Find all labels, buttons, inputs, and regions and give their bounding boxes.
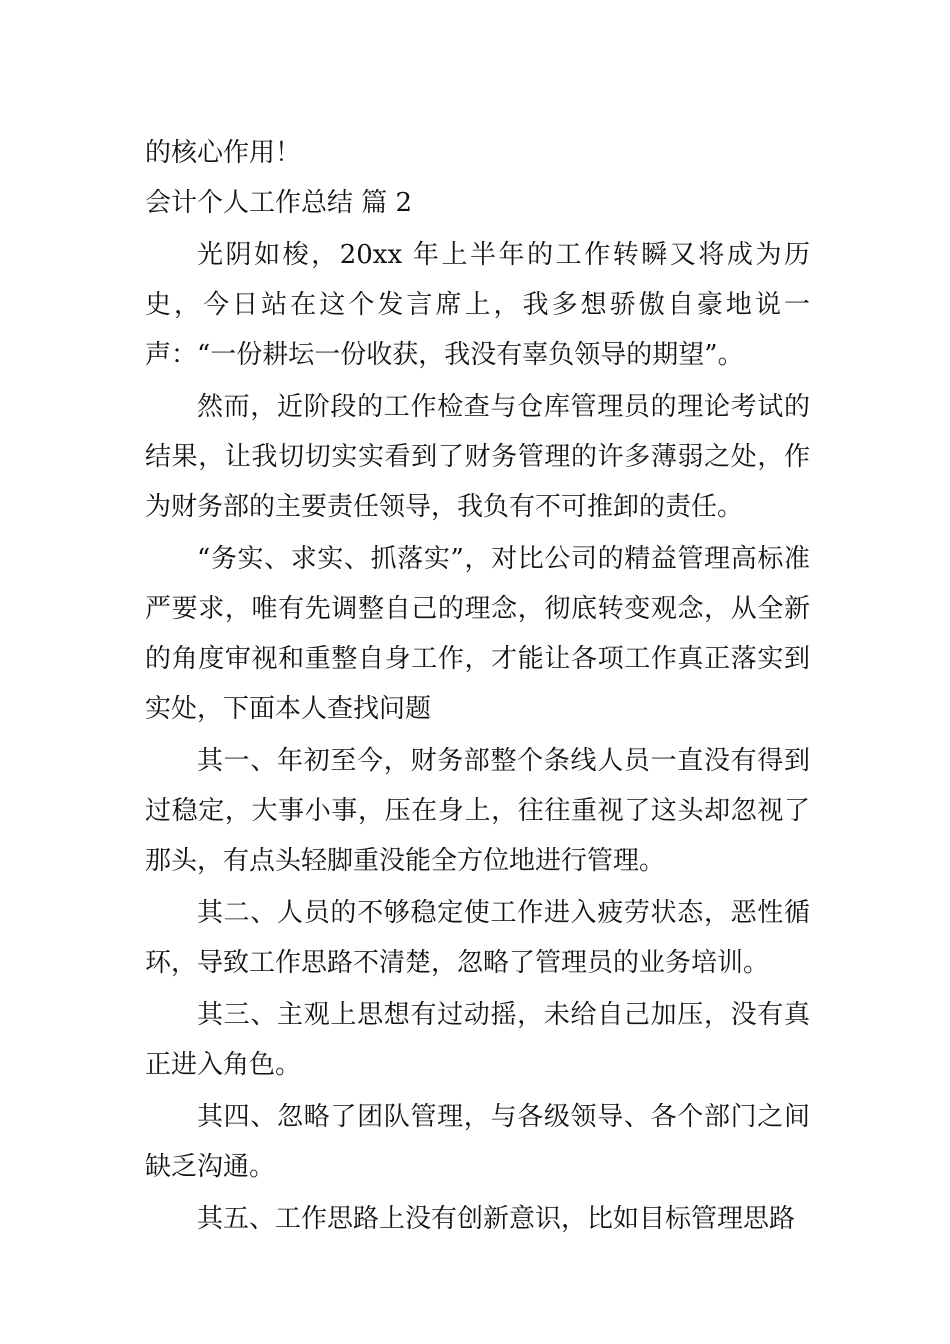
paragraph-5: 其二、人员的不够稳定使工作进入疲劳状态，恶性循环，导致工作思路不清楚，忽略了管理员的业务培训。	[145, 898, 810, 978]
paragraph-8: 其五、工作思路上没有创新意识，比如目标管理思路	[197, 1204, 796, 1234]
lead-line: 的核心作用！	[145, 138, 302, 168]
section-title: 会计个人工作总结 篇 2	[145, 188, 413, 218]
document-body	[145, 128, 810, 1246]
paragraph-3: “务实、求实、抓落实”，对比公司的精益管理高标准严要求，唯有先调整自己的理念，彻底转变观念，从全新的角度审视和重整自身工作，才能让各项工作真正落实到实处，下面本人查找问题	[145, 544, 810, 724]
paragraph-2: 然而，近阶段的工作检查与仓库管理员的理论考试的结果，让我切切实实看到了财务管理的许多薄弱之处，作为财务部的主要责任领导，我负有不可推卸的责任。	[145, 392, 810, 522]
paragraph-4: 其一、年初至今，财务部整个条线人员一直没有得到过稳定，大事小事，压在身上，往往重视了这头却忽视了那头，有点头轻脚重没能全方位地进行管理。	[145, 746, 810, 876]
paragraph-1: 光阴如梭，20xx 年上半年的工作转瞬又将成为历史，今日站在这个发言席上，我多想骄傲自豪地说一声：“一份耕坛一份收获，我没有辜负领导的期望”。	[145, 240, 810, 370]
paragraph-6: 其三、主观上思想有过动摇，未给自己加压，没有真正进入角色。	[145, 1000, 810, 1080]
paragraph-7: 其四、忽略了团队管理，与各级领导、各个部门之间缺乏沟通。	[145, 1102, 810, 1182]
